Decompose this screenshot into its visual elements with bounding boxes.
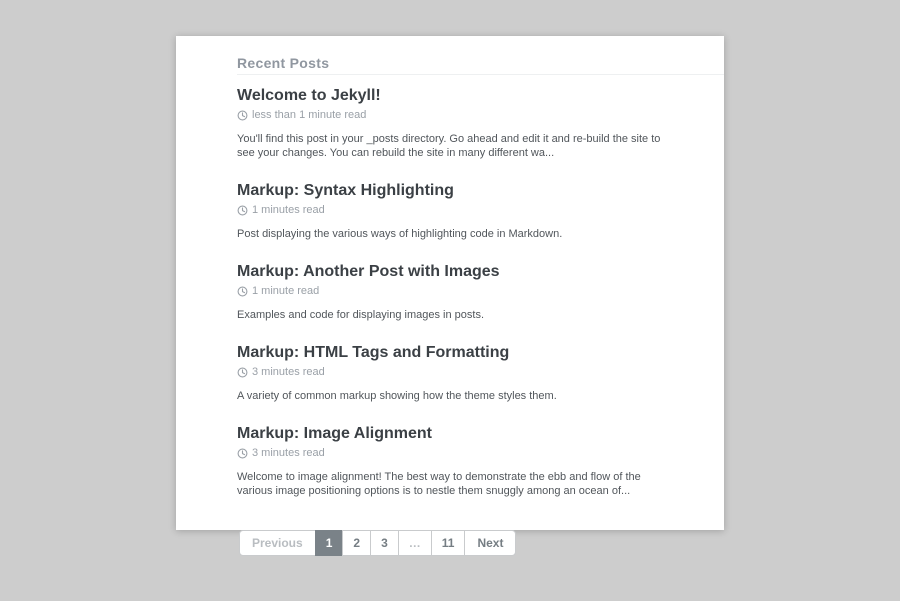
post-title-link[interactable]: Markup: Another Post with Images (237, 263, 500, 280)
post-item (237, 182, 724, 241)
clock-icon (237, 448, 248, 459)
section-title: Recent Posts (237, 55, 724, 75)
clock-icon (237, 367, 248, 378)
post-item (237, 425, 724, 498)
read-time-label: 1 minutes read (252, 204, 325, 216)
post-title-link[interactable]: Markup: Syntax Highlighting (237, 182, 454, 199)
read-time-label: 3 minutes read (252, 447, 325, 459)
read-time-label: less than 1 minute read (252, 109, 367, 121)
read-time-label: 1 minute read (252, 285, 320, 297)
pagination-page-1-button[interactable]: 1 (315, 530, 344, 556)
pagination-page-2-button[interactable]: 2 (342, 530, 371, 556)
pagination (239, 530, 516, 556)
recent-posts-card (176, 36, 724, 550)
post-excerpt: You'll find this post in your _posts directory. Go ahead and edit it and re-build the site to see your changes. You can rebuild the site in many different wa... (237, 133, 661, 159)
post-meta (237, 285, 724, 297)
pagination-next-button[interactable]: Next (464, 530, 516, 556)
post-item (237, 344, 724, 403)
post-title-link[interactable]: Welcome to Jekyll! (237, 87, 381, 104)
clock-icon (237, 110, 248, 121)
post-excerpt: Welcome to image alignment! The best way to demonstrate the ebb and flow of the various image positioning options is to nestle them snuggly among an ocean of... (237, 471, 641, 497)
read-time-label: 3 minutes read (252, 366, 325, 378)
pagination-previous-button[interactable]: Previous (239, 530, 316, 556)
post-meta (237, 109, 724, 121)
post-meta (237, 204, 724, 216)
post-meta (237, 447, 724, 459)
pagination-page-3-button[interactable]: 3 (370, 530, 399, 556)
post-title-link[interactable]: Markup: HTML Tags and Formatting (237, 344, 510, 361)
post-item (237, 87, 724, 160)
post-item (237, 263, 724, 322)
pagination-ellipsis-button: … (398, 530, 432, 556)
post-title-link[interactable]: Markup: Image Alignment (237, 425, 432, 442)
post-meta (237, 366, 724, 378)
post-excerpt: Examples and code for displaying images in posts. (237, 309, 485, 321)
clock-icon (237, 205, 248, 216)
clock-icon (237, 286, 248, 297)
post-excerpt: Post displaying the various ways of highlighting code in Markdown. (237, 228, 563, 240)
pagination-page-11-button[interactable]: 11 (431, 530, 466, 556)
post-excerpt: A variety of common markup showing how the theme styles them. (237, 390, 557, 402)
